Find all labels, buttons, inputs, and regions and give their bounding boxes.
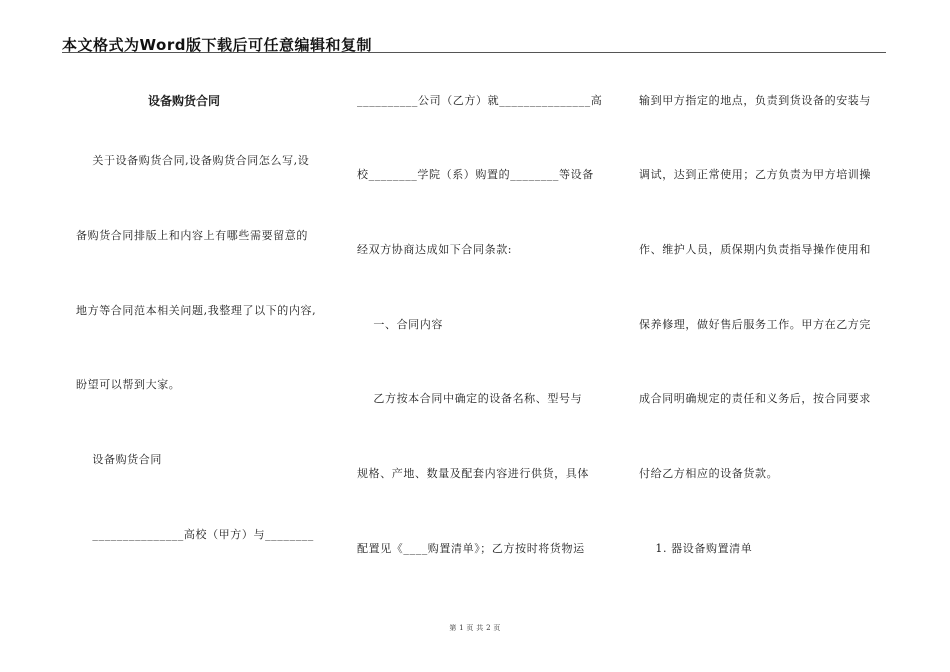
text-line: _______________高校（甲方）与________ [76,528,314,541]
text-line: 作、维护人员，质保期内负责指导操作使用和 [639,243,871,256]
text-line: 配置见《____购置清单》；乙方按时将货物运 [357,542,585,555]
text-line: __________公司（乙方）就_______________高 [357,94,603,107]
text-line: 付给乙方相应的设备货款。 [639,467,779,480]
document-title: 设备购货合同 [148,94,221,108]
text-line: 关于设备购货合同,设备购货合同怎么写,设 [76,154,310,167]
document-banner: 本文格式为Word版下载后可任意编辑和复制 [62,36,372,54]
text-line: 1. 器设备购置清单 [639,542,753,555]
text-line: 经双方协商达成如下合同条款: [357,243,513,256]
text-line: 地方等合同范本相关问题,我整理了以下的内容, [76,304,317,317]
text-line: 盼望可以帮到大家。 [76,378,181,391]
text-line: 设备购货合同 [76,453,162,466]
page-number-footer: 第 1 页 共 2 页 [449,624,501,632]
text-line: 保养修理，做好售后服务工作。甲方在乙方完 [639,318,871,331]
text-line: 规格、产地、数量及配套内容进行供货，具体 [357,467,589,480]
text-line: 乙方按本合同中确定的设备名称、型号与 [357,392,583,405]
text-column-3 [639,0,889,672]
text-line: 成合同明确规定的责任和义务后，按合同要求 [639,392,871,405]
text-column-2 [357,0,609,672]
text-line: 校________学院（系）购置的________等设备 [357,168,594,181]
text-line: 输到甲方指定的地点，负责到货设备的安装与 [639,94,871,107]
text-line: 一、合同内容 [357,318,443,331]
text-column-1 [76,0,326,672]
text-line: 调试，达到正常使用；乙方负责为甲方培训操 [639,168,871,181]
text-line: 备购货合同排版上和内容上有哪些需要留意的 [76,229,308,242]
